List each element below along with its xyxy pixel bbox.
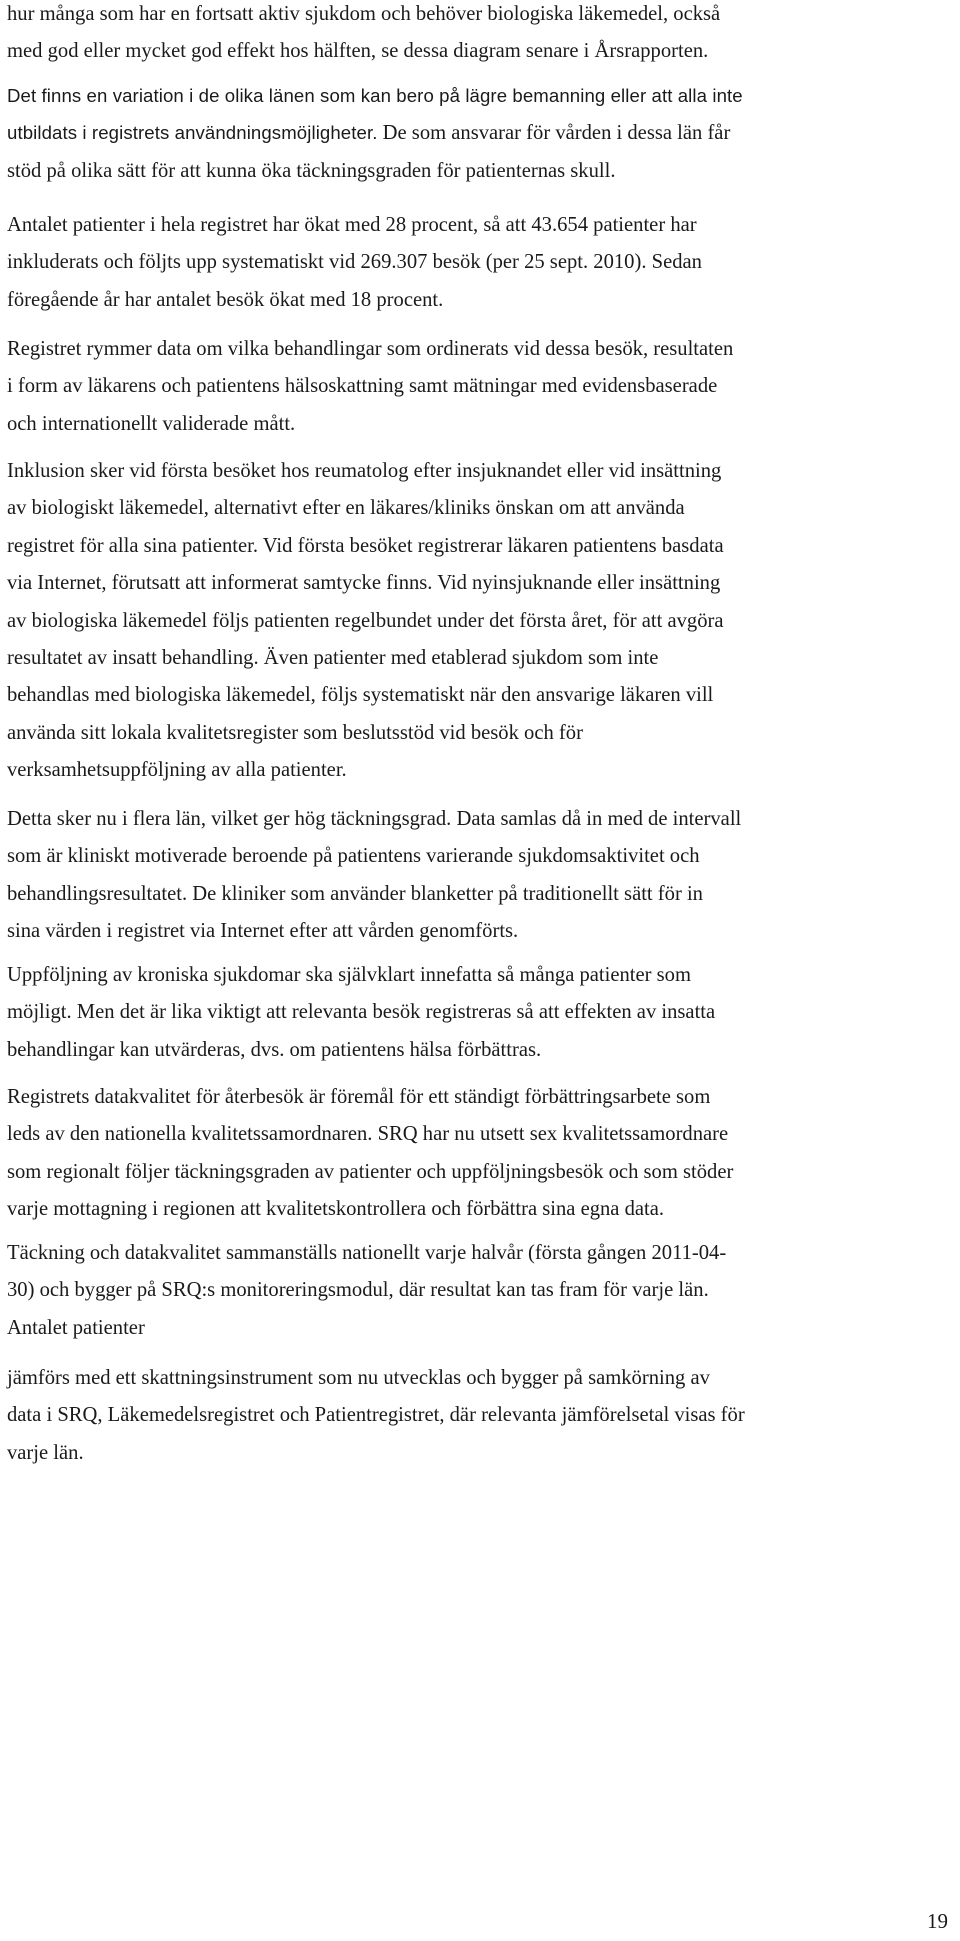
paragraph-2 <box>7 77 743 190</box>
paragraph-8 <box>7 1079 733 1229</box>
text-line: Inklusion sker vid första besöket hos reumatolog efter insjuknandet eller vid insättning <box>7 460 722 482</box>
text-line: leds av den nationella kvalitetssamordnaren. SRQ har nu utsett sex kvalitetssamordnare <box>7 1123 729 1146</box>
text-line: Det finns en variation i de olika länen som kan bero på lägre bemanning eller att alla inte <box>7 85 743 106</box>
text-segment: De som ansvarar för vården i dessa län får <box>382 122 731 145</box>
text-line: med god eller mycket god effekt hos hälften, se dessa diagram senare i Årsrapporten. <box>7 40 709 63</box>
text-line: använda sitt lokala kvalitetsregister som beslutsstöd vid besök och för <box>7 721 583 744</box>
text-line: inkluderats och följts upp systematiskt vid 269.307 besök (per 25 sept. 2010). Sedan <box>7 251 702 274</box>
text-line: verksamhetsuppföljning av alla patienter. <box>7 759 347 782</box>
text-line: stöd på olika sätt för att kunna öka täckningsgraden för patienternas skull. <box>7 159 616 182</box>
text-line: sina värden i registret via Internet efter att vården genomförts. <box>7 920 519 943</box>
page-number: 19 <box>927 1909 948 1933</box>
text-line: som är kliniskt motiverade beroende på patientens varierande sjukdomsaktivitet och <box>7 845 700 868</box>
text-line: varje mottagning i regionen att kvalitetskontrollera och förbättra sina egna data. <box>7 1198 665 1221</box>
text-line: 30) och bygger på SRQ:s monitoreringsmodul, där resultat kan tas fram för varje län. <box>7 1279 709 1302</box>
text-line: behandlingsresultatet. De kliniker som använder blanketter på traditionellt sätt för in <box>7 882 703 905</box>
text-line: via Internet, förutsatt att informerat samtycke finns. Vid nyinsjuknande eller insättning <box>7 572 721 595</box>
text-line: data i SRQ, Läkemedelsregistret och Patientregistret, där relevanta jämförelsetal visas för <box>7 1404 745 1427</box>
text-line: registret för alla sina patienter. Vid första besöket registrerar läkaren patientens basdata <box>7 534 724 557</box>
text-line: resultatet av insatt behandling. Även patienter med etablerad sjukdom som inte <box>7 647 659 670</box>
text-line: Antalet patienter i hela registret har ökat med 28 procent, så att 43.654 patienter har <box>7 214 697 236</box>
text-line: hur många som har en fortsatt aktiv sjukdom och behöver biologiska läkemedel, också <box>7 3 721 25</box>
paragraph-6 <box>7 801 741 951</box>
text-line: möjligt. Men det är lika viktigt att relevanta besök registreras så att effekten av insatta <box>7 1001 716 1024</box>
text-line: Täckning och datakvalitet sammanställs nationellt varje halvår (första gången 2011-04- <box>7 1242 727 1264</box>
paragraph-4 <box>7 331 733 443</box>
text-line: och internationellt validerade mått. <box>7 412 296 435</box>
text-line: behandlingar kan utvärderas, dvs. om patientens hälsa förbättras. <box>7 1038 542 1061</box>
text-line: behandlas med biologiska läkemedel, följs systematiskt när den ansvarige läkaren vill <box>7 684 714 707</box>
paragraph-5 <box>7 453 724 790</box>
text-line: varje län. <box>7 1441 84 1464</box>
paragraph-3 <box>7 207 702 319</box>
text-line: av biologiskt läkemedel, alternativt efter en läkares/kliniks önskan om att använda <box>7 497 685 520</box>
text-line: i form av läkarens och patientens hälsoskattning samt mätningar med evidensbaserade <box>7 375 718 398</box>
paragraph-1 <box>7 0 720 71</box>
text-line: av biologiska läkemedel följs patienten regelbundet under det första året, för att avgöra <box>7 609 724 632</box>
text-line: Detta sker nu i flera län, vilket ger hög täckningsgrad. Data samlas då in med de intervall <box>7 808 742 830</box>
text-line: jämförs med ett skattningsinstrument som nu utvecklas och bygger på samkörning av <box>7 1367 710 1389</box>
text-segment: utbildats i registrets användningsmöjligheter. <box>7 122 378 144</box>
text-line <box>7 114 743 152</box>
text-line: som regionalt följer täckningsgraden av patienter och uppföljningsbesök och som stöder <box>7 1160 734 1183</box>
text-line: Registret rymmer data om vilka behandlingar som ordinerats vid dessa besök, resultaten <box>7 338 734 360</box>
text-line: Uppföljning av kroniska sjukdomar ska självklart innefatta så många patienter som <box>7 964 691 986</box>
paragraph-7 <box>7 957 715 1069</box>
text-line: föregående år har antalet besök ökat med 18 procent. <box>7 288 444 311</box>
paragraph-10 <box>7 1360 745 1472</box>
text-line: Antalet patienter <box>7 1316 145 1339</box>
text-line: Registrets datakvalitet för återbesök är föremål för ett ständigt förbättringsarbete som <box>7 1086 711 1108</box>
paragraph-9 <box>7 1235 726 1347</box>
